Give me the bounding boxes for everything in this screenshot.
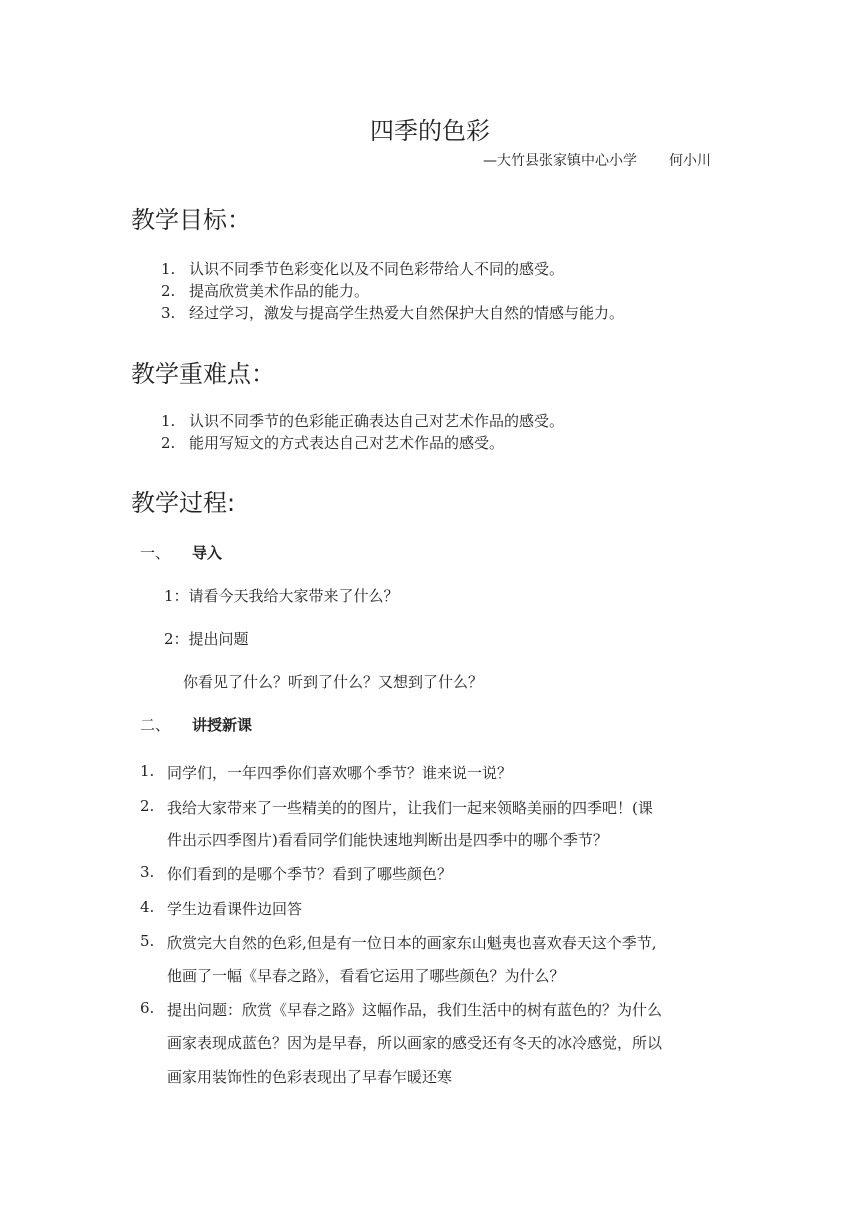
author-line	[483, 150, 711, 170]
list-item: 1. 认识不同季节的色彩能正确表达自己对艺术作品的感受。	[161, 412, 565, 430]
heading-keypoints: 教学重难点：	[131, 360, 275, 388]
author-school: —大竹县张家镇中心小学	[483, 153, 637, 169]
list-item: 3. 经过学习，激发与提高学生热爱大自然保护大自然的情感与能力。	[161, 304, 625, 322]
list-item: 2. 能用写短文的方式表达自己对艺术作品的感受。	[161, 434, 505, 452]
list-item: 2. 提高欣赏美术作品的能力。	[161, 282, 370, 300]
keypoints-list	[161, 410, 564, 454]
section-2-label: 二、	[140, 716, 171, 734]
heading-process: 教学过程:	[131, 489, 236, 517]
section-1-heading	[140, 542, 222, 563]
heading-goals: 教学目标：	[131, 206, 251, 234]
section-1-label: 一、	[140, 544, 171, 562]
section-2-title: 讲授新课	[192, 716, 253, 734]
intro-question-2-detail: 你看见了什么？听到了什么？又想到了什么？	[183, 673, 484, 691]
goals-list	[161, 258, 624, 324]
document-title: 四季的色彩	[370, 117, 490, 145]
section-2-heading	[140, 714, 252, 735]
section-1-title: 导入	[192, 544, 223, 562]
intro-question-2: 2：提出问题	[164, 630, 249, 648]
list-item: 1. 认识不同季节色彩变化以及不同色彩带给人不同的感受。	[161, 260, 565, 278]
intro-question-1: 1：请看今天我给大家带来了什么？	[164, 587, 399, 605]
author-name: 何小川	[669, 153, 711, 169]
